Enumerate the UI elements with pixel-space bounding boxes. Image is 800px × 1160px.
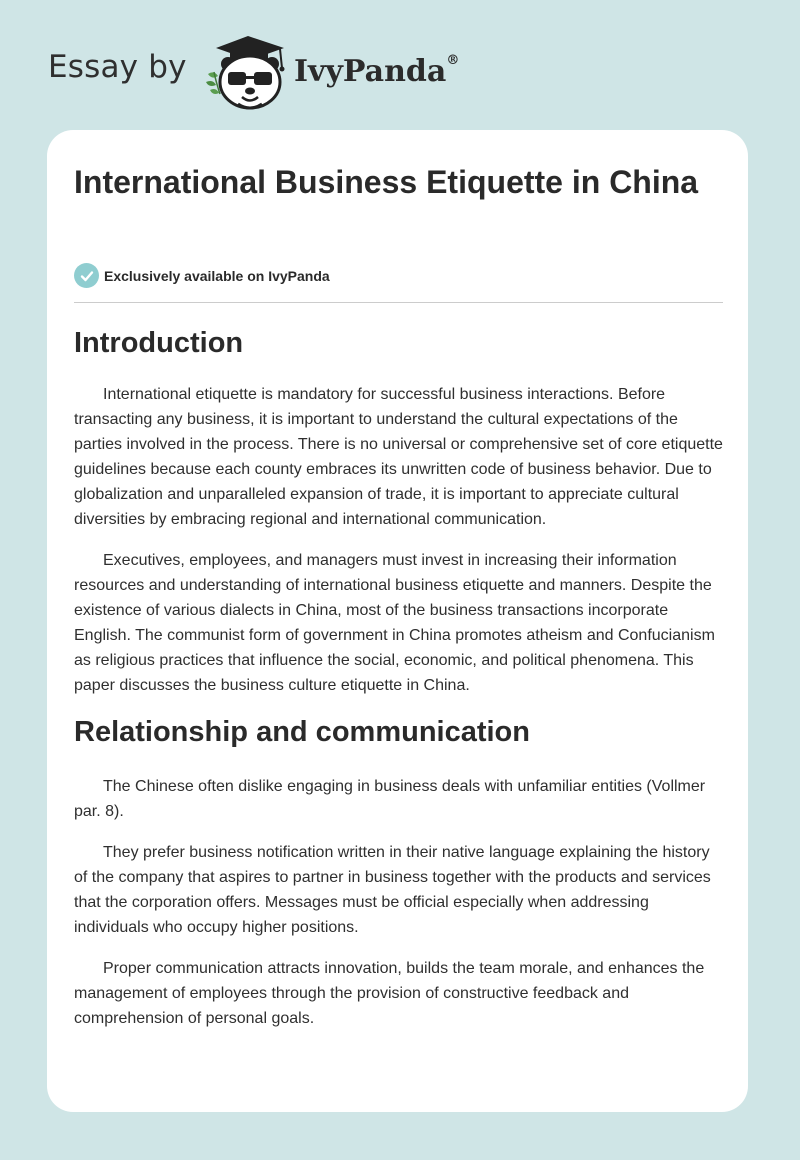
ivy-leaf-icon [206, 72, 220, 94]
essay-title: International Business Etiquette in China [74, 164, 699, 200]
title-divider [74, 302, 723, 303]
essay-by-label: Essay by [48, 49, 187, 85]
brand-text: IvyPanda [294, 54, 447, 89]
paragraph: Proper communication attracts innovation, builds the team morale, and enhances the management of employees through the provision of constructive feedback and comprehension of personal goals. [74, 960, 705, 1027]
essay-body [74, 325, 726, 1047]
paragraph: The Chinese often dislike engaging in business deals with unfamiliar entities (Vollmer par. 8). [74, 778, 706, 820]
brand-name[interactable] [294, 54, 459, 89]
section-heading-introduction: Introduction [74, 327, 244, 359]
panda-logo-icon[interactable] [202, 34, 292, 110]
essay-card [47, 130, 748, 1112]
section-heading-relationship: Relationship and communication [74, 716, 530, 748]
check-icon [74, 263, 99, 288]
badge-text: Exclusively available on IvyPanda [104, 267, 330, 284]
paragraph: International etiquette is mandatory for successful business interactions. Before transacting any business, it is important to understand the cultural expectations of the parties involved in the process. There is no universal or comprehensive set of core etiquette guidelines because each county embraces its unwritten code of business behavior. Due to globalization and unparalleled expansion of trade, it is important to appreciate cultural diversities by embracing regional and international communication. [74, 386, 723, 528]
registered-mark: ® [446, 53, 460, 68]
paragraph: They prefer business notification written in their native language explaining the history of the company that aspires to partner in business together with the products and services that the corporation offers. Messages must be official especially when addressing individuals who occupy higher positions. [74, 844, 711, 936]
site-header [0, 0, 800, 130]
paragraph: Executives, employees, and managers must invest in increasing their information resources and understanding of international business etiquette and manners. Despite the existence of various dialects in China, most of the business transactions incorporate English. The communist form of government in China promotes atheism and Confucianism as religious practices that influence the social, economic, and political phenomena. This paper discusses the business culture etiquette in China. [74, 552, 715, 694]
exclusive-badge [74, 263, 330, 288]
